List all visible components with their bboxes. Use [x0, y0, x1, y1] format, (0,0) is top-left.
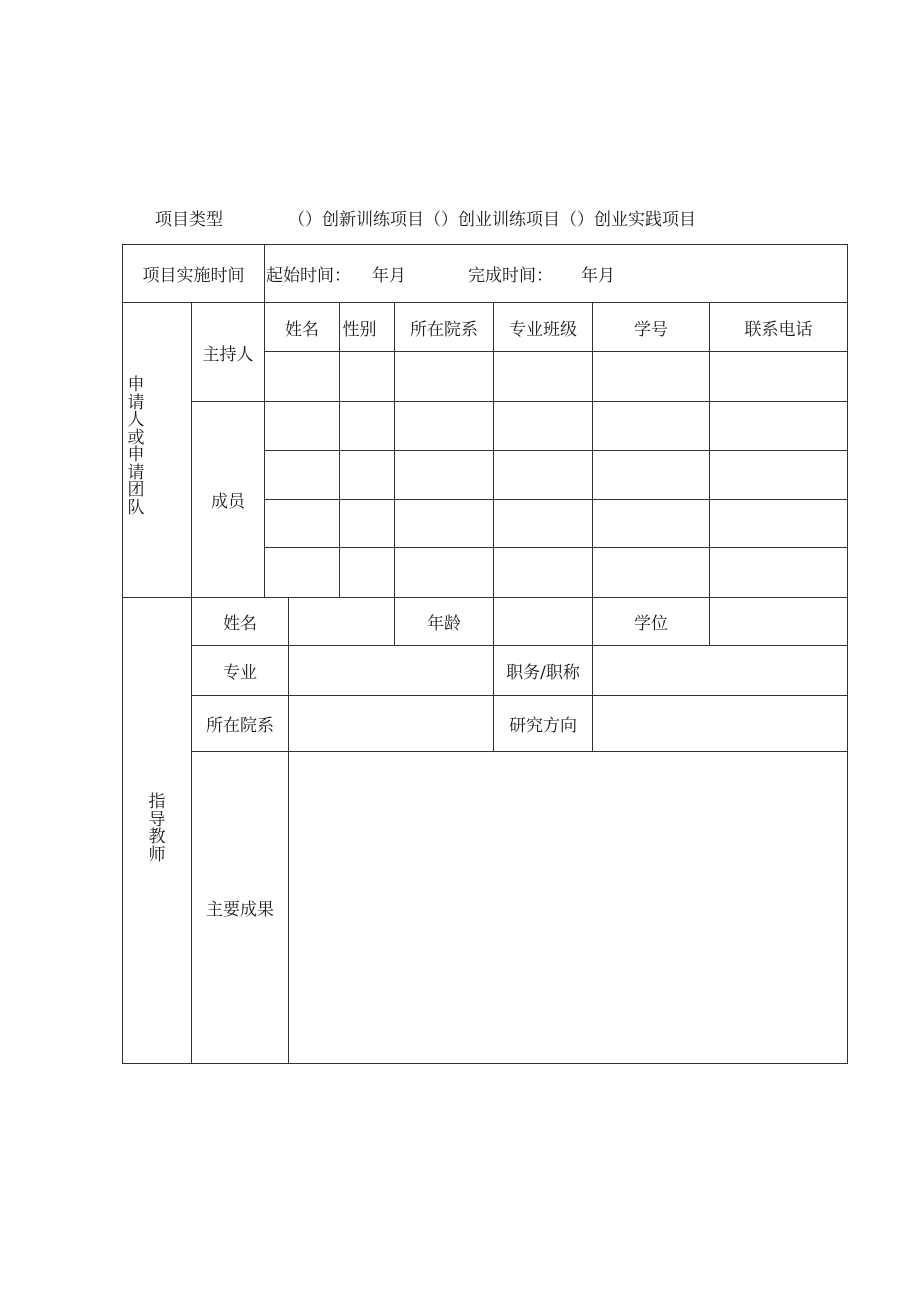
table-border-bottom — [122, 1063, 848, 1064]
advisor-age-label: 年龄 — [427, 614, 461, 634]
advisor-degree-label: 学位 — [634, 614, 668, 634]
col-header-phone: 联系电话 — [744, 319, 813, 340]
member-row-1[interactable] — [265, 402, 847, 450]
advisor-research-label: 研究方向 — [509, 716, 577, 736]
applicant-section-label: 申请人或申请团队 — [127, 375, 145, 518]
member-row-4[interactable] — [265, 548, 847, 597]
end-time-unit[interactable]: 年月 — [581, 266, 615, 286]
advisor-achievements-field[interactable] — [289, 752, 847, 1063]
start-time-unit[interactable]: 年月 — [372, 266, 406, 286]
table-border-right — [847, 244, 848, 1064]
advisor-name-field[interactable] — [289, 598, 394, 645]
advisor-degree-field[interactable] — [710, 598, 847, 645]
col-header-department: 所在院系 — [410, 319, 478, 340]
advisor-department-field[interactable] — [289, 696, 493, 751]
table-border-left — [122, 244, 123, 1064]
advisor-age-field[interactable] — [494, 598, 592, 645]
advisor-section-label: 指导教师 — [148, 792, 166, 865]
advisor-name-label: 姓名 — [223, 614, 257, 634]
project-type-label: 项目类型 — [155, 210, 223, 230]
project-type-options[interactable]: （）创新训练项目（）创业训练项目（）创业实践项目 — [288, 210, 696, 230]
col-header-student-id: 学号 — [634, 319, 668, 340]
advisor-title-label: 职务/职称 — [506, 663, 580, 683]
advisor-major-field[interactable] — [289, 646, 493, 695]
time-label: 项目实施时间 — [142, 266, 245, 286]
start-time-label: 起始时间： — [266, 266, 351, 286]
col-header-gender: 性别 — [342, 319, 377, 340]
advisor-major-label: 专业 — [223, 663, 257, 683]
leader-label: 主持人 — [202, 344, 254, 365]
advisor-research-field[interactable] — [593, 696, 847, 751]
advisor-department-label: 所在院系 — [206, 716, 274, 736]
col-header-name: 姓名 — [285, 319, 319, 340]
member-row-2[interactable] — [265, 451, 847, 499]
leader-row[interactable] — [265, 352, 847, 401]
advisor-achievements-label: 主要成果 — [206, 900, 274, 920]
member-row-3[interactable] — [265, 500, 847, 547]
member-label: 成员 — [211, 492, 245, 512]
end-time-label: 完成时间： — [468, 266, 553, 286]
advisor-title-field[interactable] — [593, 646, 847, 695]
col-header-class: 专业班级 — [509, 319, 577, 340]
